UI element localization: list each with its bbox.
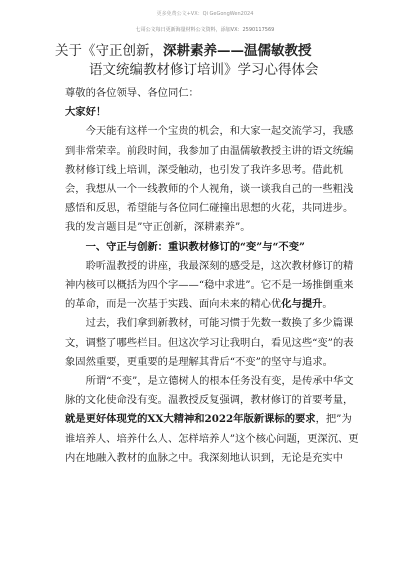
paragraph-4 (65, 372, 360, 468)
title-line2: 语文统编教材修订培训》学习心得体会 (89, 62, 319, 78)
paragraph-3: 过去，我们拿到新教材，可能习惯于先数一数换了多少篇课文，调整了哪些栏目。但这次学习让我明白，看见这些“变”的表象固然重要，更重要的是理解其背后“不变”的坚守与追求。 (65, 317, 354, 368)
p4-bold-4: 2022 (204, 413, 234, 426)
title-prefix: 关于《守正创新， (55, 43, 163, 59)
p2-text: 聆听温教授的讲座，我最深刻的感受是，这次教材修订的精神内核可以概括为四个字——“稳中求进”。它不是一场推倒重来的革命，而是一次基于实践、面向未来的精心优 (65, 259, 354, 311)
paragraph-1: 今天能有这样一个宝贵的机会，和大家一起交流学习，我感到非常荣幸。前段时间，我参加了由温儒敏教授主讲的语文统编教材修订线上培训，深受触动，也引发了我许多思考。借此机会，我想从一个一线教师的个人视角，谈一谈我自己的一些粗浅感悟和反思，希望能与各位同仁碰撞出思想的火花，共同进步。我的发言题目是”守正创新，深耕素养”。 (65, 125, 354, 234)
promo-note: 更多免费公文+VX：Qi GeGongWen2024 (156, 11, 254, 17)
top-banner (0, 0, 410, 17)
p4-rest: ，把”为谁培养人、培养什么人、怎样培养人”这个核心问题，更深沉、更内在地融入教材的血脉之中。我深刻地认识到，无论是充实中 (65, 413, 359, 464)
p4-bold-1: 就是更好体现党的 (65, 413, 148, 426)
p2-bold: 化与提升 (281, 298, 323, 311)
greeting: 大家好！ (65, 106, 107, 119)
salutation: 尊敬的各位领导、各位同仁： (65, 87, 199, 99)
p4-bold-2: XX (147, 413, 164, 426)
title-bold: 深耕素养——温儒敏教授 (163, 43, 312, 59)
p4-text: 所谓“不变”，是立德树人的根本任务没有变，是传承中华文脉的文化使命没有变。温教授反复强调，教材修订的首要考量， (65, 375, 354, 407)
paragraph-2 (65, 257, 360, 315)
p4-bold-5: 年版新课标的要求 (233, 413, 316, 426)
p2-end: 。 (322, 298, 333, 311)
sub-note: 七哥公文每日更新海量材料公文资料，添加VX：2590117569 (135, 27, 275, 33)
document-body (65, 84, 360, 468)
document-title (55, 42, 385, 80)
p4-bold-3: 大精神和 (163, 413, 205, 426)
section-heading-1: 一、守正与创新：重识教材修订的“变”与“不变” (85, 240, 305, 253)
